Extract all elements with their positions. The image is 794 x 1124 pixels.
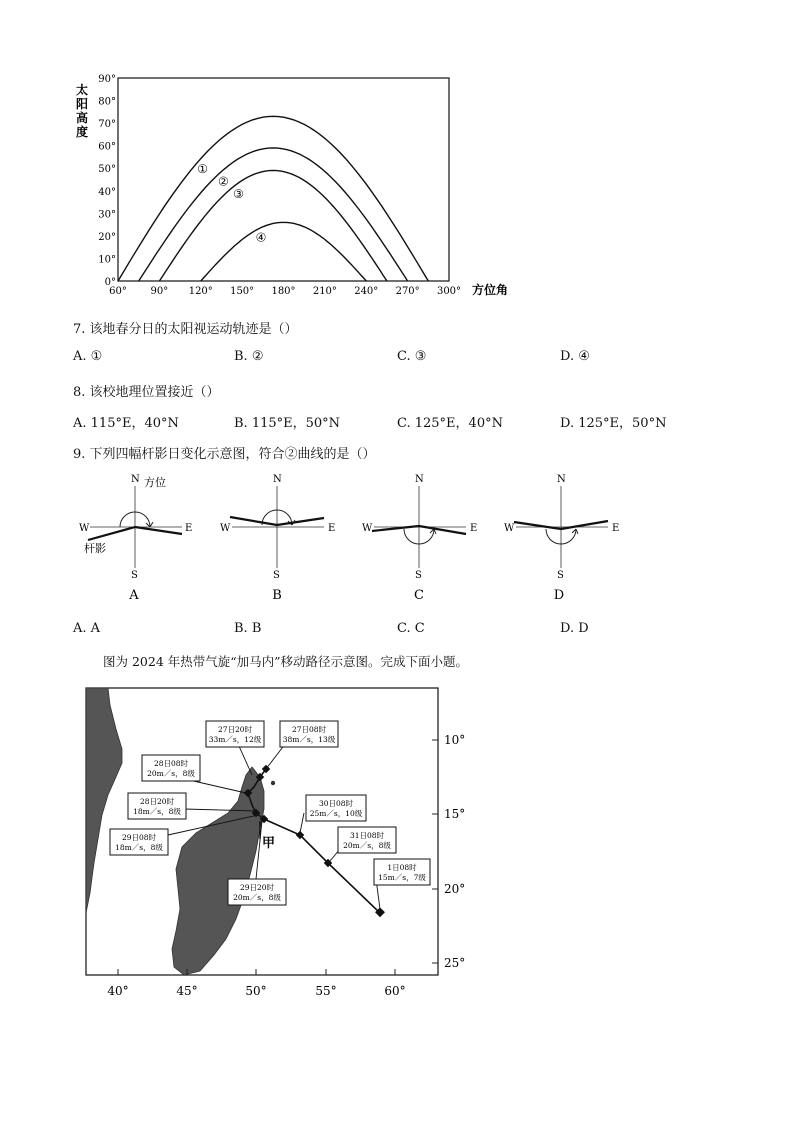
y-tick-label: 0° <box>104 277 116 288</box>
lat-label: 15° <box>444 807 466 821</box>
diagram-label-b: B <box>272 588 282 603</box>
y-tick-label: 20° <box>98 231 116 243</box>
y-axis-title <box>76 82 88 139</box>
svg-text:29日20时: 29日20时 <box>239 883 275 892</box>
x-tick-label: 120° <box>188 286 213 297</box>
sun-path-curve-3 <box>159 171 387 282</box>
q8-option-b[interactable]: B. 115°E，50°N <box>234 416 341 431</box>
y-tick-label: 60° <box>98 141 116 153</box>
lon-label: 45° <box>176 984 198 998</box>
y-title-char: 度 <box>76 125 89 139</box>
sun-altitude-chart <box>70 68 550 308</box>
y-tick-label: 50° <box>98 164 116 176</box>
lat-label: 20° <box>444 882 466 896</box>
y-title-char: 高 <box>76 111 89 125</box>
azimuth-label: 方位 <box>144 476 166 489</box>
svg-text:29日08时: 29日08时 <box>121 833 157 842</box>
q8-option-d[interactable]: D. 125°E，50°N <box>560 416 667 431</box>
shadow-diagrams <box>70 472 670 607</box>
sun-path-curve-4 <box>201 222 366 281</box>
svg-text:N: N <box>557 474 566 485</box>
svg-text:E: E <box>185 523 193 534</box>
lat-label: 25° <box>444 956 466 970</box>
shadow-diagram-b <box>220 474 335 603</box>
y-tick-label: 40° <box>98 186 116 198</box>
curve-label-4: ④ <box>255 230 267 245</box>
diagram-label-d: D <box>553 588 565 603</box>
q7-option-b[interactable]: B. ② <box>234 349 264 364</box>
svg-text:N: N <box>273 474 282 485</box>
diagram-label-a: A <box>129 588 139 603</box>
lon-label: 40° <box>107 984 129 998</box>
y-tick-label: 70° <box>98 119 116 131</box>
point-jia-label: 甲 <box>262 836 276 851</box>
svg-text:27日08时: 27日08时 <box>291 725 327 734</box>
callout-27-08 <box>280 721 338 747</box>
callout-31-08 <box>338 827 396 853</box>
y-tick-label: 30° <box>98 209 116 221</box>
q8-stem: 8. 该校地理位置接近（） <box>73 385 220 400</box>
lon-label: 55° <box>315 984 337 998</box>
shadow-diagram-d <box>504 474 619 603</box>
y-tick-label: 10° <box>98 254 116 266</box>
y-tick-label: 90° <box>98 74 116 85</box>
lat-label: 10° <box>444 733 466 747</box>
q8-option-c[interactable]: C. 125°E，40°N <box>397 416 503 431</box>
q9-option-d[interactable]: D. D <box>560 621 589 636</box>
svg-text:E: E <box>612 523 620 534</box>
svg-text:W: W <box>220 523 231 534</box>
svg-text:25m／s，10级: 25m／s，10级 <box>309 809 363 818</box>
svg-text:S: S <box>557 570 564 581</box>
svg-text:20m／s，8级: 20m／s，8级 <box>343 841 391 850</box>
q7-option-a[interactable]: A. ① <box>73 349 103 364</box>
y-title-char: 太 <box>76 83 89 97</box>
svg-text:E: E <box>328 523 336 534</box>
map-intro: 图为 2024 年热带气旋“加马内”移动路径示意图。完成下面小题。 <box>103 654 469 669</box>
svg-text:N: N <box>415 474 424 485</box>
x-tick-label: 150° <box>230 286 255 297</box>
svg-text:N: N <box>131 474 140 485</box>
svg-text:18m／s，8级: 18m／s，8级 <box>133 807 181 816</box>
callout-29-20 <box>228 879 286 905</box>
diagram-label-c: C <box>414 588 424 603</box>
svg-text:S: S <box>273 570 280 581</box>
chart-frame <box>118 78 449 281</box>
callout-1-08 <box>374 859 430 885</box>
shadow-diagram-c <box>362 474 477 603</box>
sun-path-curve-1 <box>118 116 428 281</box>
x-tick-label: 300° <box>436 286 462 297</box>
svg-text:27日20时: 27日20时 <box>217 725 253 734</box>
svg-text:W: W <box>504 523 515 534</box>
x-tick-label: 60° <box>109 286 127 297</box>
sun-path-curve-2 <box>139 148 408 281</box>
curve-label-2: ② <box>217 174 229 189</box>
x-tick-label: 90° <box>150 286 169 297</box>
q9-option-c[interactable]: C. C <box>397 621 425 636</box>
lon-label: 60° <box>384 984 406 998</box>
q7-option-d[interactable]: D. ④ <box>560 349 590 364</box>
x-tick-label: 270° <box>395 286 420 297</box>
q9-option-a[interactable]: A. A <box>73 621 101 636</box>
x-tick-label: 180° <box>271 286 296 297</box>
x-tick-label: 240° <box>354 286 379 297</box>
svg-text:W: W <box>79 523 90 534</box>
curve-label-3: ③ <box>233 186 244 201</box>
shadow-label: 杆影 <box>84 542 106 555</box>
callout-28-08 <box>142 755 200 781</box>
svg-text:33m／s，12级: 33m／s，12级 <box>208 735 262 744</box>
curve-label-1: ① <box>197 161 209 176</box>
svg-text:18m／s，8级: 18m／s，8级 <box>115 843 163 852</box>
svg-text:15m／s，7级: 15m／s，7级 <box>378 873 426 882</box>
svg-text:S: S <box>131 570 138 581</box>
x-axis-title: 方位角 <box>472 283 509 297</box>
x-tick-label: 210° <box>312 286 337 297</box>
svg-text:30日08时: 30日08时 <box>318 799 354 808</box>
svg-text:38m／s，13级: 38m／s，13级 <box>282 735 336 744</box>
svg-text:1日08时: 1日08时 <box>387 863 417 872</box>
svg-text:20m／s，8级: 20m／s，8级 <box>147 769 195 778</box>
lon-label: 50° <box>245 984 267 998</box>
q7-stem: 7. 该地春分日的太阳视运动轨迹是（） <box>73 322 298 337</box>
q7-option-c[interactable]: C. ③ <box>397 349 427 364</box>
q8-option-a[interactable]: A. 115°E，40°N <box>73 416 179 431</box>
cyclone-track-map <box>80 683 480 1003</box>
y-title-char: 阳 <box>76 97 89 111</box>
svg-text:E: E <box>470 523 478 534</box>
callout-27-20 <box>206 721 264 747</box>
callout-28-20 <box>128 793 186 819</box>
y-tick-label: 80° <box>98 96 116 108</box>
svg-text:S: S <box>415 570 422 581</box>
svg-text:20m／s，8级: 20m／s，8级 <box>233 893 281 902</box>
svg-text:31日08时: 31日08时 <box>349 831 385 840</box>
svg-text:28日08时: 28日08时 <box>153 759 189 768</box>
q9-option-b[interactable]: B. B <box>234 621 262 636</box>
callout-29-08 <box>110 829 168 855</box>
svg-text:W: W <box>362 523 373 534</box>
svg-text:28日20时: 28日20时 <box>139 797 175 806</box>
q9-stem: 9. 下列四幅杆影日变化示意图，符合②曲线的是（） <box>73 447 376 462</box>
callout-30-08 <box>306 795 366 821</box>
shadow-diagram-a <box>79 474 192 603</box>
